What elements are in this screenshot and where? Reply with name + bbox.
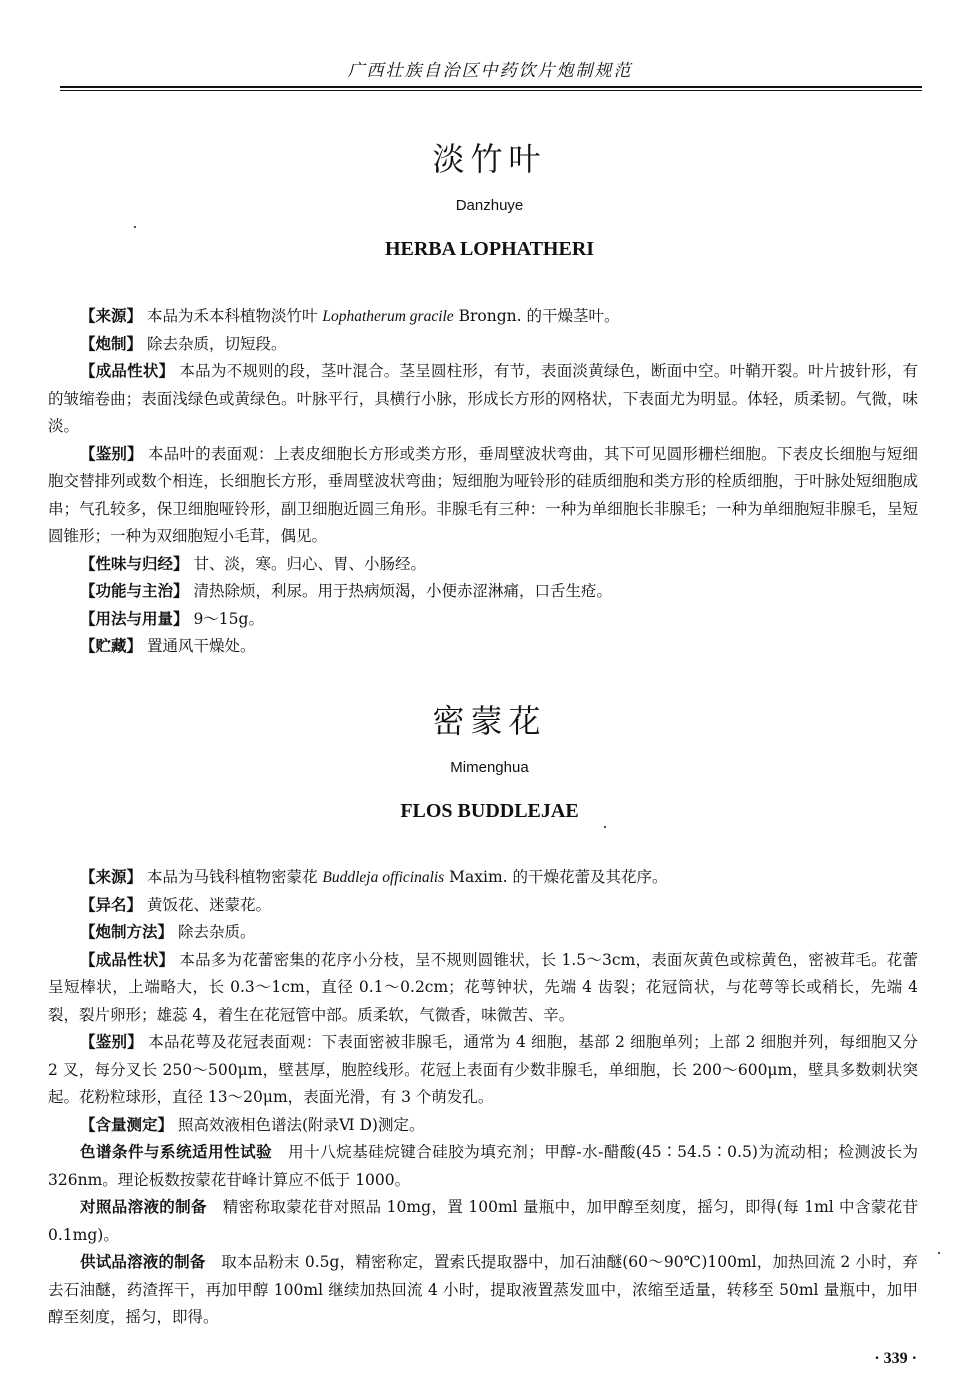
entry1-title: 淡竹叶 xyxy=(432,140,547,178)
entry1-storage: 【贮藏】 置通风干燥处。 xyxy=(80,637,256,655)
entry1-dosage: 【用法与用量】 9～15g。 xyxy=(80,609,264,628)
scan-speck xyxy=(134,226,136,228)
entry1-processing: 【炮制】 除去杂质，切短段。 xyxy=(80,334,287,353)
entry2-characteristics: 【成品性状】 本品多为花蕾密集的花序小分枝，呈不规则圆锥状，长 1.5～3cm，表面灰黄色或棕黄色，密被茸毛。花蕾呈短棒状，上端略大，长 0.3～1cm，直径 0.1～0.2cm；花萼钟状，先端 4 齿裂；花冠筒状，与花萼等长或稍长，先端 4 裂，裂片卵形；雄蕊 4，着生在花冠管中部。质柔软，气微香，味微苦、辛。 xyxy=(48,950,918,1024)
entry1-identification: 【鉴别】 本品叶的表面观：上表皮细胞长方形或类方形，垂周壁波状弯曲，其下可见圆形栅栏细胞。下表皮长细胞与短细胞交替排列或数个相连，长细胞长方形，垂周壁波状弯曲；短细胞为哑铃形的硅质细胞和类方形的栓质细胞，于叶脉处短细胞成串；气孔较多，保卫细胞哑铃形，副卫细胞近圆三角形。非腺毛有三种：一种为单细胞长非腺毛；一种为单细胞短非腺毛，呈短圆锥形；一种为双细胞短小毛茸，偶见。 xyxy=(48,444,918,545)
entry2-identification: 【鉴别】 本品花萼及花冠表面观：下表面密被非腺毛，通常为 4 细胞，基部 2 细胞单列；上部 2 细胞并列，每细胞又分 2 叉，每分叉长 250～500μm，壁甚厚，胞腔线形。花冠上表面有少数非腺毛，单细胞，长 200～600μm，壁具多数刺状突起。花粉粒球形，直径 13～20μm，表面光滑，有 3 个萌发孔。 xyxy=(48,1033,918,1106)
species-name: Buddleja officinalis xyxy=(322,869,445,886)
header-rule xyxy=(60,86,922,88)
species-name: Lophatherum gracile xyxy=(322,308,454,325)
entry2-body xyxy=(48,864,918,1332)
entry2-title: 密蒙花 xyxy=(432,702,547,740)
header-rule-thin xyxy=(60,90,922,91)
entry2-alias: 【异名】 黄饭花、迷蒙花。 xyxy=(80,895,271,914)
entry2-reference-solution: 对照品溶液的制备 精密称取蒙花苷对照品 10mg，置 100ml 量瓶中，加甲醇至刻度，摇匀，即得(每 1ml 中含蒙花苷 0.1mg)。 xyxy=(48,1198,918,1244)
entry2-latin-name: FLOS BUDDLEJAE xyxy=(400,800,579,822)
entry2-source: 【来源】 本品为马钱科植物密蒙花 Buddleja officinalis Maxim. 的干燥花蕾及其花序。 xyxy=(80,868,668,886)
entry2-processing: 【炮制方法】 除去杂质。 xyxy=(80,923,256,941)
entry1-function: 【功能与主治】 清热除烦，利尿。用于热病烦渴，小便赤涩淋痛，口舌生疮。 xyxy=(80,582,612,600)
entry1-characteristics: 【成品性状】 本品为不规则的段，茎叶混合。茎呈圆柱形，有节，表面淡黄绿色，断面中空。叶鞘开裂。叶片披针形，有的皱缩卷曲；表面浅绿色或黄绿色。叶脉平行，具横行小脉，形成长方形的网格状，下表面尤为明显。体轻，质柔韧。气微，味淡。 xyxy=(48,362,918,435)
entry1-source: 【来源】 本品为禾本科植物淡竹叶 Lophatherum gracile Brongn. 的干燥茎叶。 xyxy=(80,307,620,325)
entry2-chromatography: 色谱条件与系统适用性试验 用十八烷基硅烷键合硅胶为填充剂；甲醇-水-醋酸(45∶54.5∶0.5)为流动相；检测波长为 326nm。理论板数按蒙花苷峰计算应不低于 1000。 xyxy=(48,1143,918,1189)
running-header: 广西壮族自治区中药饮片炮制规范 xyxy=(347,61,633,81)
entry1-pinyin: Danzhuye xyxy=(455,197,524,214)
entry2-sample-solution: 供试品溶液的制备 取本品粉末 0.5g，精密称定，置索氏提取器中，加石油醚(60～90℃)100ml，加热回流 2 小时，弃去石油醚，药渣挥干，再加甲醇 100ml 继续加热回流 4 小时，提取液置蒸发皿中，浓缩至适量，转移至 50ml 量瓶中，加甲醇至刻度，摇匀，即得。 xyxy=(48,1253,918,1326)
entry1-latin-name: HERBA LOPHATHERI xyxy=(384,238,595,260)
scan-speck xyxy=(604,826,606,828)
entry1-nature: 【性味与归经】 甘、淡，寒。归心、胃、小肠经。 xyxy=(80,554,426,573)
entry1-body xyxy=(48,303,918,661)
entry2-pinyin: Mimenghua xyxy=(450,759,529,776)
page-number: · 339 · xyxy=(874,1350,917,1367)
scan-speck xyxy=(938,1252,940,1254)
entry2-assay: 【含量测定】 照高效液相色谱法(附录Ⅵ D)测定。 xyxy=(80,1115,425,1134)
